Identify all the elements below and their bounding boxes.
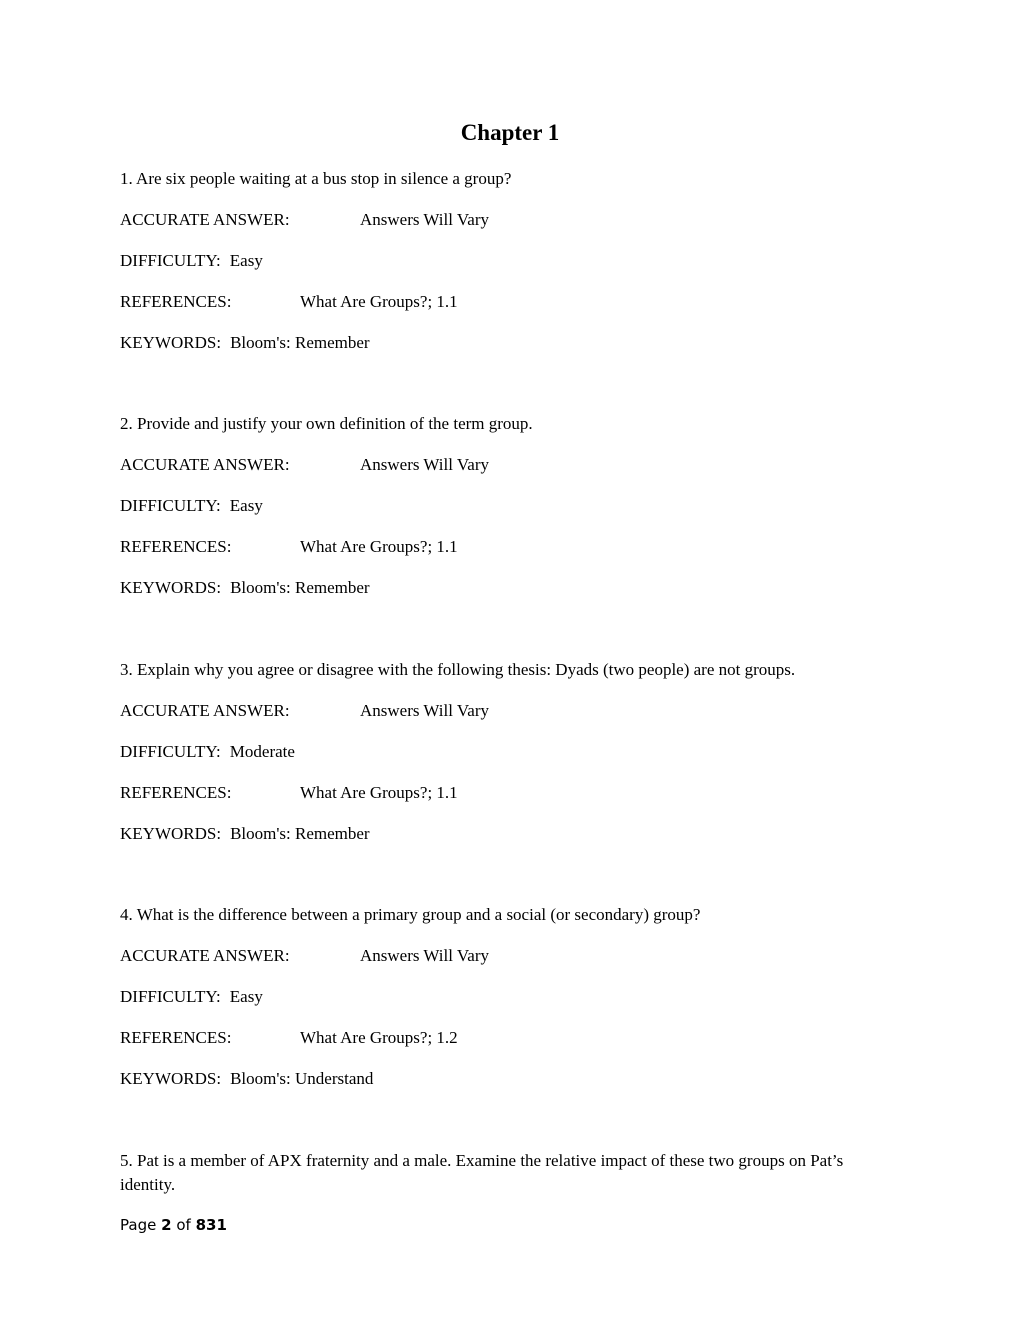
question-text: 2. Provide and justify your own definition of the term group. [120,414,533,433]
answer-label: ACCURATE ANSWER: [120,455,290,474]
references-label: REFERENCES: [120,1028,232,1047]
difficulty-label: DIFFICULTY: [120,742,221,761]
difficulty-value: Easy [229,496,263,515]
page-number: 2 [161,1216,172,1234]
difficulty-value: Moderate [229,742,295,761]
keywords-label: KEYWORDS: [120,333,222,352]
answer-value: Answers Will Vary [360,455,490,474]
references-row [120,535,880,558]
references-label: REFERENCES: [120,292,232,311]
keywords-row [120,576,880,599]
page-word: Page [120,1216,157,1234]
answer-row [120,208,880,231]
references-value: What Are Groups?; 1.1 [300,537,458,556]
answer-value: Answers Will Vary [360,946,490,965]
difficulty-row [120,740,880,763]
keywords-row [120,1067,880,1090]
answer-row [120,453,880,476]
difficulty-row [120,494,880,517]
difficulty-label: DIFFICULTY: [120,987,221,1006]
references-label: REFERENCES: [120,783,232,802]
question-block [120,658,880,845]
answer-value: Answers Will Vary [360,701,490,720]
references-label: REFERENCES: [120,537,232,556]
difficulty-label: DIFFICULTY: [120,251,221,270]
keywords-row [120,822,880,845]
difficulty-value: Easy [229,251,263,270]
question-text: 1. Are six people waiting at a bus stop in silence a group? [120,169,512,188]
keywords-label: KEYWORDS: [120,1069,222,1088]
answer-label: ACCURATE ANSWER: [120,701,290,720]
keywords-row [120,331,880,354]
question-block [120,412,880,599]
keywords-value: Bloom's: Remember [230,578,370,597]
keywords-value: Bloom's: Understand [230,1069,374,1088]
difficulty-value: Easy [229,987,263,1006]
question-block [120,1149,880,1197]
references-row [120,1026,880,1049]
references-value: What Are Groups?; 1.1 [300,292,458,311]
question-text: 4. What is the difference between a primary group and a social (or secondary) group? [120,905,701,924]
keywords-value: Bloom's: Remember [230,824,370,843]
question-text: 5. Pat is a member of APX fraternity and a male. Examine the relative impact of these two groups on Pat’s identity. [120,1151,844,1194]
question-text: 3. Explain why you agree or disagree with the following thesis: Dyads (two people) are not groups. [120,660,796,679]
answer-row [120,699,880,722]
keywords-label: KEYWORDS: [120,824,222,843]
references-value: What Are Groups?; 1.2 [300,1028,458,1047]
keywords-label: KEYWORDS: [120,578,222,597]
chapter-title: Chapter 1 [460,120,560,145]
question-block [120,903,880,1090]
answer-value: Answers Will Vary [360,210,490,229]
keywords-value: Bloom's: Remember [230,333,370,352]
references-row [120,290,880,313]
of-word: of [176,1216,191,1234]
question-block [120,167,880,354]
page-footer [120,1216,227,1234]
answer-label: ACCURATE ANSWER: [120,946,290,965]
difficulty-label: DIFFICULTY: [120,496,221,515]
references-row [120,781,880,804]
answer-label: ACCURATE ANSWER: [120,210,290,229]
difficulty-row [120,249,880,272]
answer-row [120,944,880,967]
references-value: What Are Groups?; 1.1 [300,783,458,802]
difficulty-row [120,985,880,1008]
total-pages: 831 [195,1216,227,1234]
